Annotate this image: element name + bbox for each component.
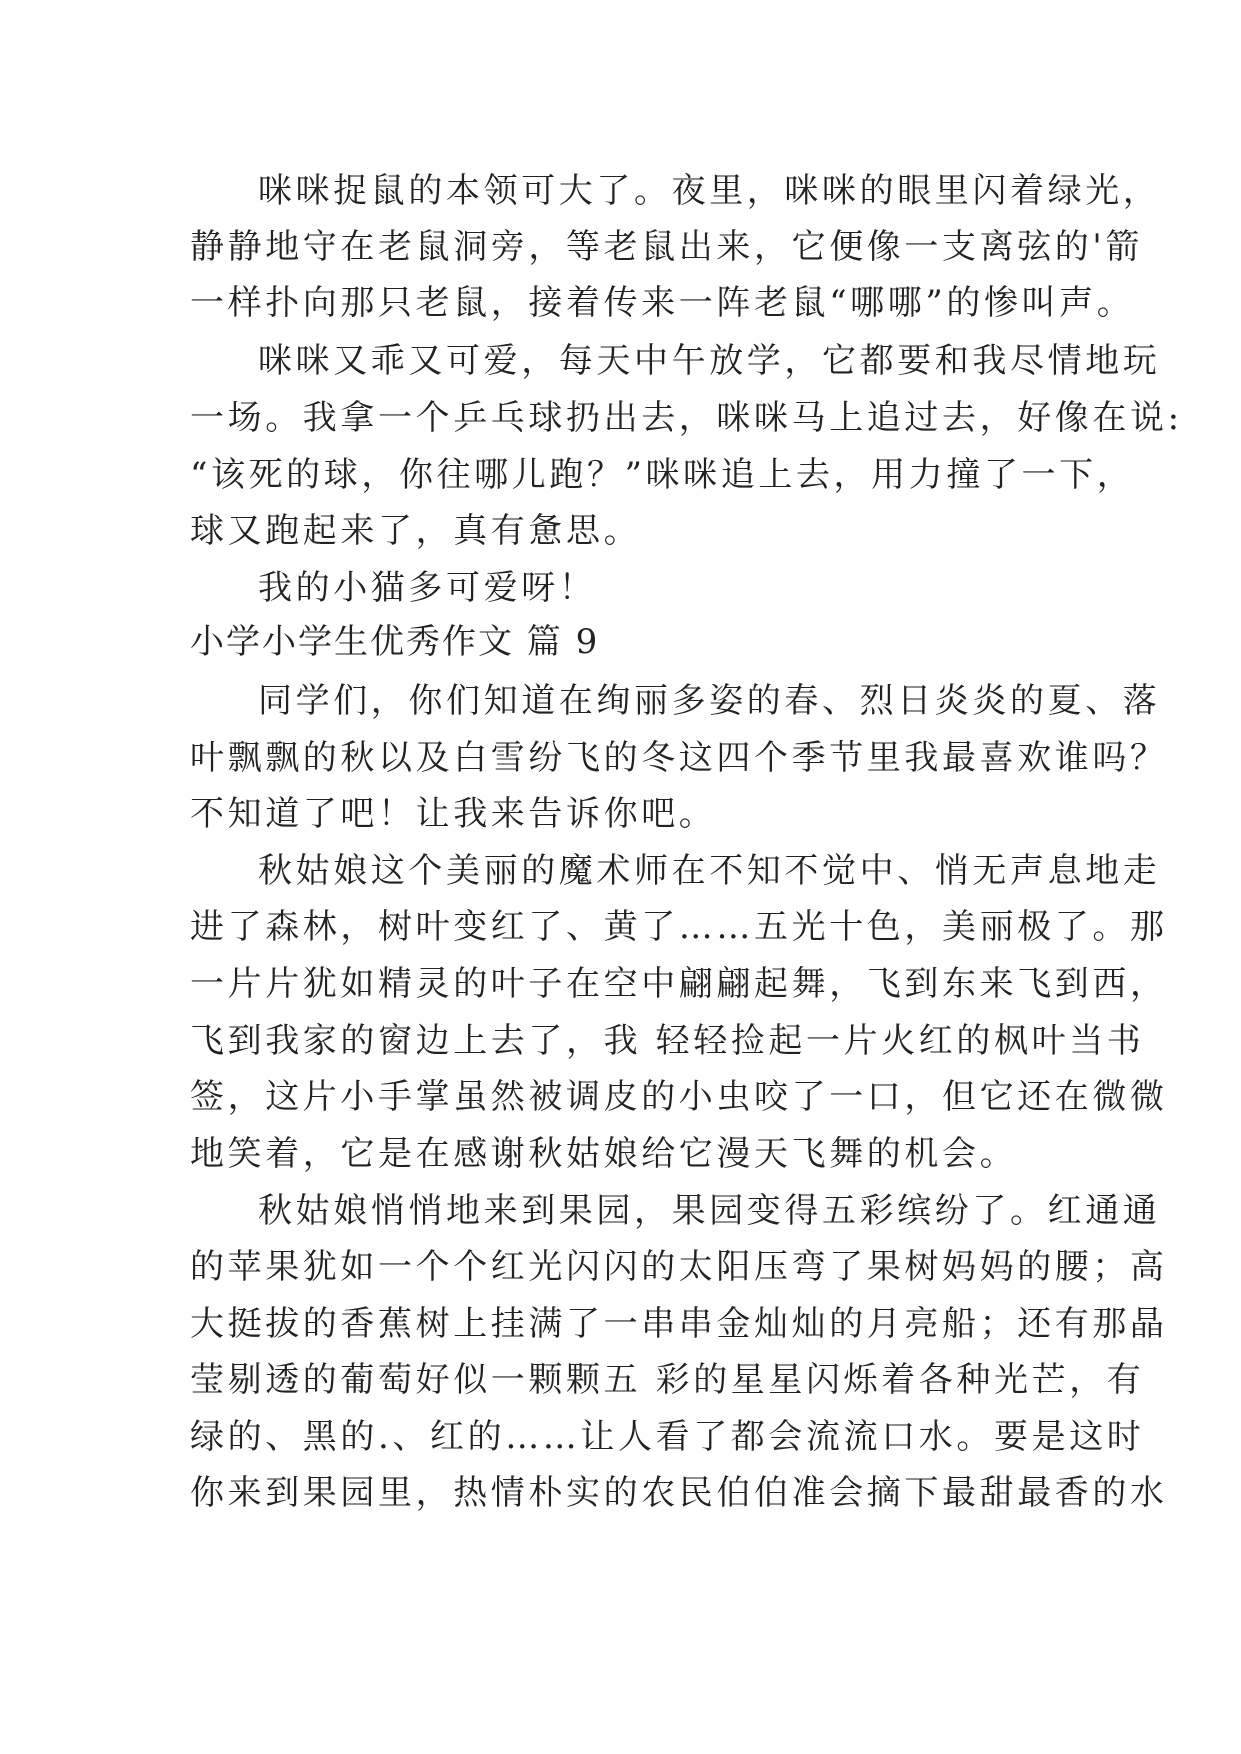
section-heading: 小学小学生优秀作文 篇 9: [190, 622, 600, 662]
paragraph-line: 莹剔透的葡萄好似一颗颗五 彩的星星闪烁着各种光芒，有: [190, 1360, 1145, 1400]
paragraph-line: 叶飘飘的秋以及白雪纷飞的冬这四个季节里我最喜欢谁吗？: [190, 738, 1168, 778]
paragraph-line: 大挺拔的香蕉树上挂满了一串串金灿灿的月亮船；还有那晶: [190, 1304, 1168, 1344]
paragraph-line: 球又跑起来了，真有惫思。: [190, 511, 642, 551]
paragraph-line: 你来到果园里，热情朴实的农民伯伯准会摘下最甜最香的水: [190, 1473, 1168, 1513]
paragraph-line: 我的小猫多可爱呀！: [258, 568, 597, 608]
paragraph-line: 进了森林，树叶变红了、黄了……五光十色，美丽极了。那: [190, 907, 1168, 947]
paragraph-line: 的苹果犹如一个个红光闪闪的太阳压弯了果树妈妈的腰；高: [190, 1247, 1168, 1287]
paragraph-line: 秋姑娘悄悄地来到果园，果园变得五彩缤纷了。红通通: [258, 1191, 1161, 1231]
paragraph-line: 秋姑娘这个美丽的魔术师在不知不觉中、悄无声息地走: [258, 851, 1161, 891]
paragraph-line: “该死的球，你往哪儿跑？”咪咪追上去，用力撞了一下，: [190, 455, 1135, 495]
paragraph-line: 绿的、黑的.、红的……让人看了都会流流口水。要是这时: [190, 1417, 1145, 1457]
paragraph-line: 飞到我家的窗边上去了，我 轻轻捡起一片火红的枫叶当书: [190, 1021, 1145, 1061]
paragraph-line: 静静地守在老鼠洞旁，等老鼠出来，它便像一支离弦的'箭: [190, 227, 1143, 267]
paragraph-line: 咪咪又乖又可爱，每天中午放学，它都要和我尽情地玩: [258, 341, 1161, 381]
paragraph-line: 地笑着，它是在感谢秋姑娘给它漫天飞舞的机会。: [190, 1134, 1018, 1174]
paragraph-line: 一样扑向那只老鼠，接着传来一阵老鼠“哪哪”的惨叫声。: [190, 283, 1135, 323]
paragraph-line: 咪咪捉鼠的本领可大了。夜里，咪咪的眼里闪着绿光，: [258, 171, 1161, 211]
paragraph-line: 签，这片小手掌虽然被调皮的小虫咬了一口，但它还在微微: [190, 1077, 1168, 1117]
paragraph-line: 一场。我拿一个乒乓球扔出去，咪咪马上追过去，好像在说:: [190, 398, 1183, 438]
paragraph-line: 不知道了吧！让我来告诉你吧。: [190, 794, 717, 834]
paragraph-line: 一片片犹如精灵的叶子在空中翩翩起舞，飞到东来飞到西，: [190, 964, 1168, 1004]
paragraph-line: 同学们，你们知道在绚丽多姿的春、烈日炎炎的夏、落: [258, 681, 1161, 721]
